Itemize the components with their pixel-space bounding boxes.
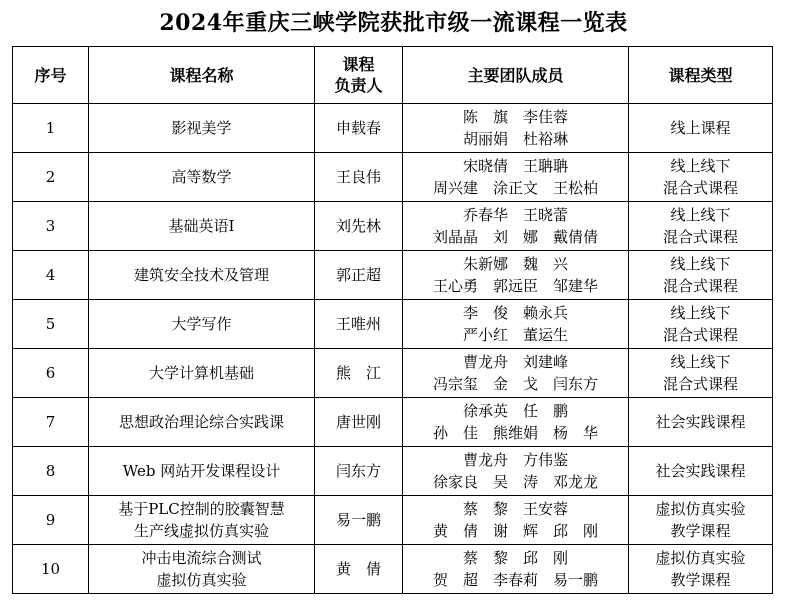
course-type [629,251,773,300]
course-type [629,447,773,496]
course-name [89,300,315,349]
row-number: 7 [13,398,89,447]
course-lead: 唐世刚 [315,398,403,447]
course-lead: 郭正超 [315,251,403,300]
course-type-line: 混合式课程 [662,375,738,393]
team-members-line: 周兴建 涂正文 王松柏 [432,179,598,197]
course-type-line: 线上线下 [670,255,731,273]
course-lead: 申载春 [315,104,403,153]
course-name [89,251,315,300]
course-name-line: 建筑安全技术及管理 [133,266,269,284]
course-type-line: 社会实践课程 [655,462,746,480]
team-members [403,545,629,594]
course-name-line: 冲击电流综合测试 [141,549,262,567]
table-row [13,398,773,447]
course-name [89,202,315,251]
table-row [13,153,773,202]
team-members [403,349,629,398]
team-members-line: 黄 倩 谢 辉 邱 刚 [432,522,598,540]
course-name-line: 生产线虚拟仿真实验 [133,522,269,540]
course-name-line: 大学计算机基础 [148,364,254,382]
team-members [403,153,629,202]
header-team: 主要团队成员 [403,47,629,104]
row-number: 9 [13,496,89,545]
team-members [403,496,629,545]
table-row [13,251,773,300]
header-course-type: 课程类型 [629,47,773,104]
course-name-line: Web 网站开发课程设计 [122,462,281,480]
team-members [403,251,629,300]
team-members-line: 严小红 董运生 [462,326,568,344]
team-members-line: 乔春华 王晓蕾 [462,206,568,224]
course-lead: 王唯州 [315,300,403,349]
row-number: 4 [13,251,89,300]
team-members-line: 朱新娜 魏 兴 [462,255,568,273]
team-members-line: 胡丽娟 杜裕琳 [462,130,568,148]
table-row [13,300,773,349]
course-name-line: 虚拟仿真实验 [156,571,247,589]
course-type [629,398,773,447]
team-members-line: 孙 佳 熊维娟 杨 华 [432,424,598,442]
team-members-line: 曹龙舟 方伟鉴 [462,451,568,469]
course-type [629,496,773,545]
course-name [89,447,315,496]
team-members-line: 蔡 黎 王安蓉 [462,500,568,518]
course-type-line: 线上线下 [670,353,731,371]
table-header-row [13,47,773,104]
header-no: 序号 [13,47,89,104]
team-members-line: 冯宗玺 金 戈 闫东方 [432,375,598,393]
course-lead: 王良伟 [315,153,403,202]
course-lead: 黄 倩 [315,545,403,594]
course-type-line: 虚拟仿真实验 [655,549,746,567]
course-lead: 刘先林 [315,202,403,251]
course-name [89,545,315,594]
team-members-line: 李 俊 赖永兵 [462,304,568,322]
header-course-name: 课程名称 [89,47,315,104]
team-members [403,398,629,447]
course-name-line: 大学写作 [171,315,232,333]
course-type-line: 线上线下 [670,304,731,322]
course-type-line: 教学课程 [670,571,731,589]
table-row [13,349,773,398]
course-type-line: 社会实践课程 [655,413,746,431]
header-lead-line2: 负责人 [334,76,383,95]
team-members [403,104,629,153]
course-type-line: 混合式课程 [662,228,738,246]
course-type-line: 教学课程 [670,522,731,540]
row-number: 2 [13,153,89,202]
course-name [89,104,315,153]
course-type [629,300,773,349]
course-name-line: 影视美学 [171,119,232,137]
team-members-line: 宋晓倩 王聃聃 [462,157,568,175]
course-type [629,104,773,153]
course-type-line: 线上课程 [670,119,731,137]
row-number: 5 [13,300,89,349]
row-number: 3 [13,202,89,251]
row-number: 10 [13,545,89,594]
page-title: 2024年重庆三峡学院获批市级一流课程一览表 [159,10,628,36]
table-row [13,496,773,545]
course-name-line: 思想政治理论综合实践课 [118,413,284,431]
team-members [403,447,629,496]
course-name [89,153,315,202]
team-members [403,202,629,251]
team-members-line: 贺 超 李春莉 易一鹏 [432,571,598,589]
team-members-line: 蔡 黎 邱 刚 [462,549,568,567]
header-course-lead [315,47,403,104]
course-type-line: 虚拟仿真实验 [655,500,746,518]
course-name-line: 基础英语I [168,217,235,235]
team-members [403,300,629,349]
row-number: 6 [13,349,89,398]
course-name [89,398,315,447]
course-type [629,349,773,398]
course-table [12,46,773,594]
course-name [89,496,315,545]
course-name [89,349,315,398]
team-members-line: 曹龙舟 刘建峰 [462,353,568,371]
course-type [629,153,773,202]
course-lead: 易一鹏 [315,496,403,545]
course-name-line: 高等数学 [171,168,232,186]
row-number: 8 [13,447,89,496]
course-name-line: 基于PLC控制的胶囊智慧 [118,500,285,518]
table-row [13,104,773,153]
course-type-line: 线上线下 [670,157,731,175]
row-number: 1 [13,104,89,153]
table-row [13,202,773,251]
header-lead-line1: 课程 [342,55,375,74]
course-lead: 闫东方 [315,447,403,496]
team-members-line: 徐承英 任 鹏 [462,402,568,420]
team-members-line: 徐家良 吴 涛 邓龙龙 [432,473,598,491]
course-type [629,545,773,594]
course-type-line: 线上线下 [670,206,731,224]
team-members-line: 王心勇 郭远臣 邹建华 [432,277,598,295]
course-lead: 熊 江 [315,349,403,398]
team-members-line: 陈 旗 李佳蓉 [462,108,568,126]
table-row [13,447,773,496]
table-row [13,545,773,594]
course-type [629,202,773,251]
course-type-line: 混合式课程 [662,179,738,197]
course-type-line: 混合式课程 [662,277,738,295]
team-members-line: 刘晶晶 刘 娜 戴倩倩 [432,228,598,246]
course-type-line: 混合式课程 [662,326,738,344]
